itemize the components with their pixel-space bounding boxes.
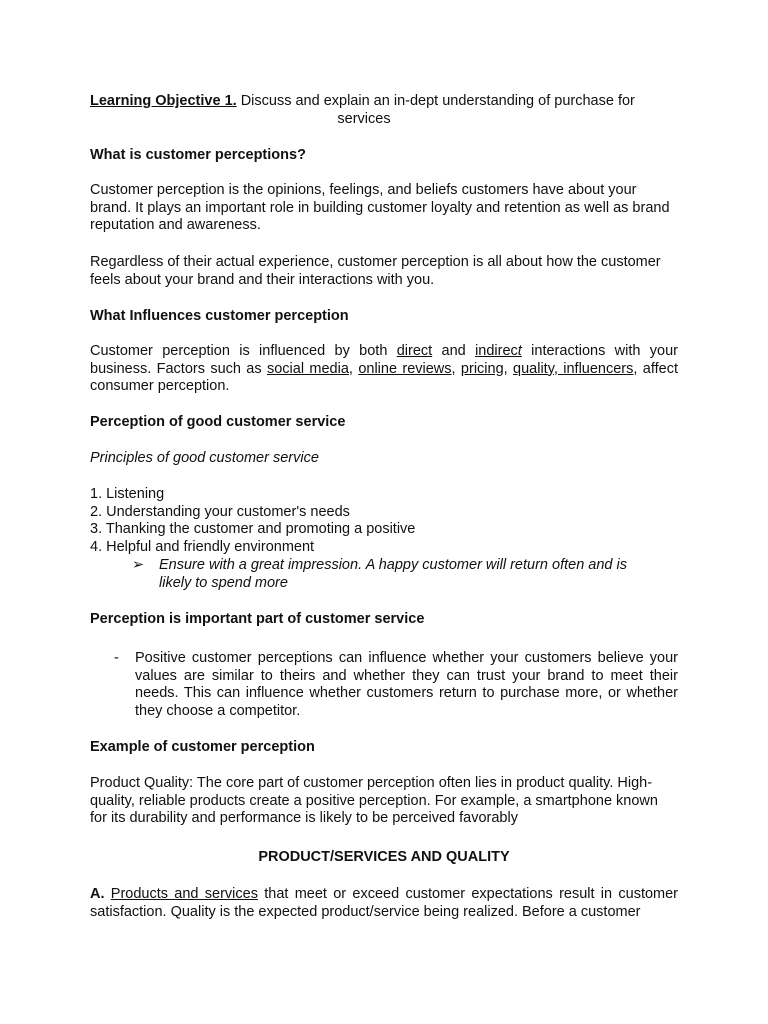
dash-item-text: Positive customer perceptions can influence whether your customers believe your values are similar to theirs and whether they can trust your brand to meet their needs. This can influence whether customers return to purchase more, or whether they choose a competitor. bbox=[135, 650, 678, 719]
objective-text-line2: services bbox=[337, 110, 391, 127]
link-indirect-text-italic: t bbox=[517, 343, 522, 359]
text-run: , bbox=[451, 360, 461, 377]
list-item: 3. Thanking the customer and promoting a positive bbox=[90, 521, 416, 537]
learning-objective bbox=[90, 93, 678, 128]
heading-good-customer-service: Perception of good customer service bbox=[90, 414, 346, 430]
text-run: Customer perception is influenced by both bbox=[90, 343, 397, 359]
link-products-and-services[interactable]: Products and services bbox=[110, 886, 258, 902]
heading-product-services-quality: PRODUCT/SERVICES AND QUALITY bbox=[258, 849, 510, 865]
link-quality-influencers[interactable]: quality, influencers bbox=[513, 360, 634, 377]
heading-what-influences: What Influences customer perception bbox=[90, 308, 349, 324]
objective-label: Learning Objective 1. bbox=[90, 93, 237, 109]
section-label: A. bbox=[90, 886, 105, 902]
list-item: 1. Listening bbox=[90, 486, 165, 502]
list-item: 2. Understanding your customer's needs bbox=[90, 503, 350, 520]
dash-bullet-icon: - bbox=[114, 650, 119, 666]
paragraph-products-services bbox=[90, 886, 678, 921]
dash-item bbox=[114, 650, 678, 720]
heading-customer-perceptions: What is customer perceptions? bbox=[90, 147, 306, 163]
principles-list bbox=[90, 486, 678, 556]
text-run: and bbox=[432, 343, 476, 359]
text-run: , bbox=[348, 360, 359, 377]
link-online-reviews[interactable]: online reviews bbox=[358, 360, 452, 377]
link-direct[interactable]: direct bbox=[396, 343, 433, 359]
text-run: that meet or exceed customer expectations result in customer satisfaction. Quality is the expected product/service being realized. Before a customer bbox=[90, 886, 679, 920]
subheading-principles: Principles of good customer service bbox=[90, 450, 319, 466]
bullet-point bbox=[132, 557, 652, 592]
paragraph-influences bbox=[90, 343, 678, 396]
objective-text: Discuss and explain an in-dept understanding of purchase for bbox=[236, 93, 635, 109]
bullet-text: Ensure with a great impression. A happy customer will return often and is likely to spend more bbox=[159, 557, 627, 591]
link-pricing[interactable]: pricing bbox=[460, 360, 504, 377]
paragraph-product-quality: Product Quality: The core part of customer perception often lies in product quality. High-quality, reliable products create a positive perception. For example, a smartphone known for its durability and performance is likely to be perceived favorably bbox=[90, 775, 658, 826]
link-indirect[interactable] bbox=[475, 343, 522, 359]
text-run: , bbox=[503, 360, 514, 377]
heading-perception-important: Perception is important part of customer service bbox=[90, 611, 425, 627]
paragraph-regardless-of-experience: Regardless of their actual experience, customer perception is all about how the customer feels about your brand and their interactions with you. bbox=[90, 254, 661, 288]
heading-example-perception: Example of customer perception bbox=[90, 739, 315, 755]
paragraph-customer-perception-definition: Customer perception is the opinions, feelings, and beliefs customers have about your brand. It plays an important role in building customer loyalty and retention as well as brand reputation and awareness. bbox=[90, 182, 670, 233]
link-social-media[interactable]: social media bbox=[266, 360, 349, 377]
arrow-bullet-icon: ➢ bbox=[132, 557, 145, 573]
text-run: interactions with your business. Factors such as bbox=[90, 343, 678, 377]
link-indirect-text: indirec bbox=[475, 343, 518, 359]
list-item: 4. Helpful and friendly environment bbox=[90, 538, 315, 555]
text-run: , affect consumer perception. bbox=[90, 360, 678, 394]
